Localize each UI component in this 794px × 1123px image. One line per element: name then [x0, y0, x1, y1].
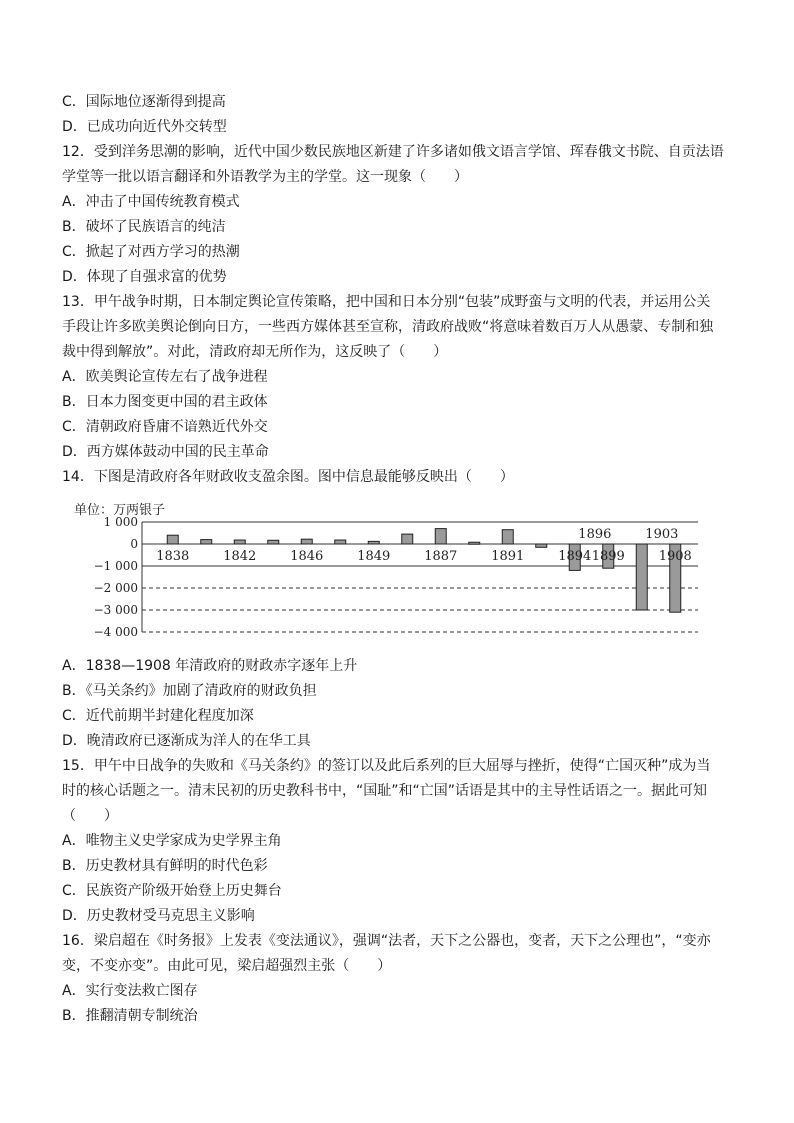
option-line: C．近代前期半封建化程度加深 [62, 708, 254, 724]
question-line: 12．受到洋务思潮的影响，近代中国少数民族地区新建了许多诸如俄文语言学馆、珲春俄文书院、自贡法语 [62, 144, 724, 160]
option-line: A．1838—1908 年清政府的财政赤字逐年上升 [62, 658, 358, 674]
question-line: 裁中得到解放”。对此，清政府却无所作为，这反映了（ ） [62, 344, 448, 360]
option-line: B．日本力图变更中国的君主政体 [62, 394, 268, 410]
x-tick-label: 1894 [558, 549, 592, 564]
option-line: D．已成功向近代外交转型 [62, 119, 227, 135]
option-line: D．体现了自强求富的优势 [62, 269, 227, 285]
fiscal-surplus-chart [62, 500, 712, 638]
x-tick-label: 1838 [156, 549, 190, 564]
x-tick-label: 1842 [223, 549, 257, 564]
unit-label: 单位：万两银子 [74, 503, 166, 518]
option-line: C．掀起了对西方学习的热潮 [62, 244, 240, 260]
option-line: C．国际地位逐渐得到提高 [62, 94, 226, 110]
bar [234, 540, 245, 544]
y-tick-label: −3 000 [93, 603, 138, 617]
option-line: B．《马关条约》加剧了清政府的财政负担 [62, 683, 317, 699]
bar [469, 542, 480, 544]
option-line: A．唯物主义史学家成为史学界主角 [62, 833, 282, 849]
bar [335, 540, 346, 544]
question-line: （ ） [62, 808, 118, 824]
question-line: 时的核心话题之一。清末民初的历史教科书中，“国耻”和“亡国”话语是其中的主导性话语之一。据此可知 [62, 783, 708, 799]
option-line: B．历史教材具有鲜明的时代色彩 [62, 858, 268, 874]
y-tick-label: −2 000 [93, 581, 138, 595]
x-tick-label: 1887 [424, 549, 458, 564]
option-line: A．实行变法救亡图存 [62, 983, 198, 999]
option-line: D．西方媒体鼓动中国的民主革命 [62, 444, 269, 460]
bar [301, 539, 312, 544]
bar [402, 534, 413, 544]
bar [636, 544, 647, 610]
question-line: 16．梁启超在《时务报》上发表《变法通议》，强调“法者，天下之公器也，变者，天下之公理也”，“变亦 [62, 933, 711, 949]
x-tick-label: 1899 [591, 549, 625, 564]
bar [201, 540, 212, 544]
option-line: A．欧美舆论宣传左右了战争进程 [62, 369, 268, 385]
x-tick-label: 1896 [578, 527, 612, 542]
option-line: A．冲击了中国传统教育模式 [62, 194, 240, 210]
option-line: B．破坏了民族语言的纯洁 [62, 219, 226, 235]
question-line: 变，不变亦变”。由此可见，梁启超强烈主张（ ） [62, 958, 392, 974]
y-tick-label: 0 [130, 537, 138, 551]
option-line: C．清朝政府昏庸不谙熟近代外交 [62, 419, 268, 435]
x-tick-label: 1846 [290, 549, 324, 564]
y-tick-label: −1 000 [93, 559, 138, 573]
bar [167, 535, 178, 544]
option-line: B．推翻清朝专制统治 [62, 1008, 198, 1024]
bar [268, 540, 279, 544]
y-tick-label: −4 000 [93, 625, 138, 638]
bar [435, 529, 446, 544]
bar [536, 544, 547, 547]
option-line: D．历史教材受马克思主义影响 [62, 908, 255, 924]
question-line: 手段让许多欧美舆论倒向日方，一些西方媒体甚至宣称，清政府战败“将意味着数百万人从愚蒙、专制和独 [62, 319, 714, 335]
x-tick-label: 1849 [357, 549, 391, 564]
question-line: 13．甲午战争时期，日本制定舆论宣传策略，把中国和日本分别“包装”成野蛮与文明的代表，并运用公关 [62, 294, 711, 310]
y-tick-label: 1 000 [103, 515, 138, 529]
question-line: 学堂等一批以语言翻译和外语教学为主的学堂。这一现象（ ） [62, 169, 468, 185]
option-line: C．民族资产阶级开始登上历史舞台 [62, 883, 282, 899]
gridlines [142, 522, 698, 632]
question-line: 15．甲午中日战争的失败和《马关条约》的签订以及此后系列的巨大屈辱与挫折，使得“亡国灭种”成为当 [62, 758, 711, 774]
x-tick-label: 1903 [645, 527, 679, 542]
bar [368, 541, 379, 544]
x-tick-label: 1908 [658, 549, 692, 564]
option-line: D．晚清政府已逐渐成为洋人的在华工具 [62, 733, 311, 749]
question-line: 14．下图是清政府各年财政收支盈余图。图中信息最能够反映出（ ） [62, 469, 514, 485]
bar [502, 530, 513, 544]
x-tick-label: 1891 [491, 549, 525, 564]
y-axis-ticks [94, 515, 138, 638]
